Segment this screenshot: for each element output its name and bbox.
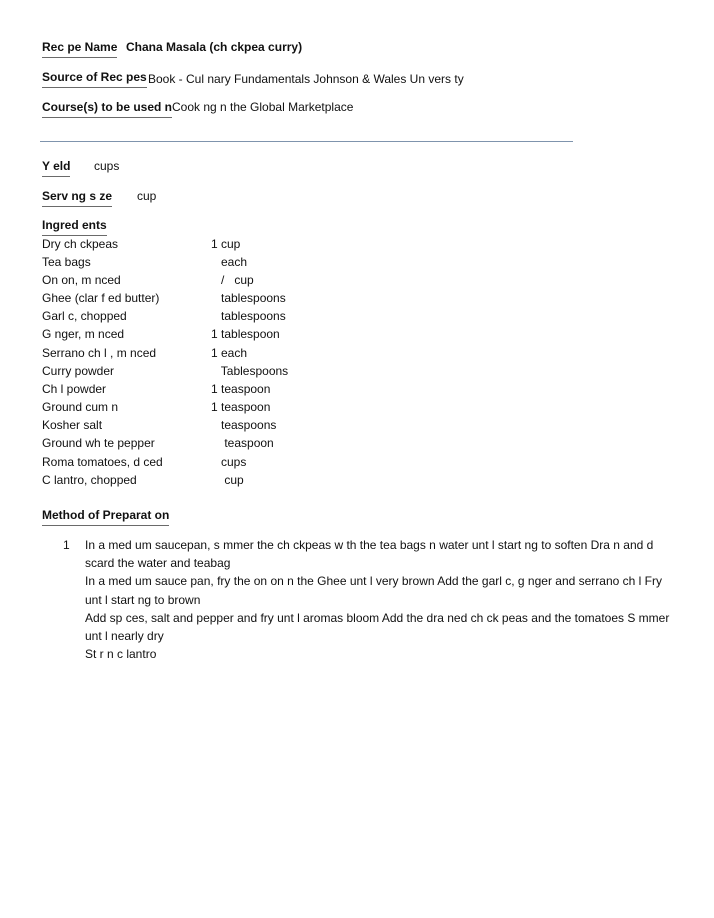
ingredient-quantity: 1 teaspoon <box>211 400 271 414</box>
ingredient-name: Tea bags <box>42 255 91 269</box>
ingredient-quantity: each <box>211 255 248 269</box>
ingredient-name: Garl c, chopped <box>42 309 127 323</box>
ingredient-quantity: / cup <box>211 273 254 287</box>
method-step: Add sp ces, salt and pepper and fry unt l aromas bloom Add the dra ned ch ck peas and the tomatoes S mmer unt l nearly dry <box>85 610 670 644</box>
ingredient-name: Ground wh te pepper <box>42 436 155 450</box>
ingredient-name: Kosher salt <box>42 418 103 432</box>
ingredient-quantity: Tablespoons <box>211 364 289 378</box>
ingredient-quantity: teaspoon <box>211 436 274 450</box>
yield-label: Y eld <box>42 159 70 177</box>
ingredient-quantity: 1 teaspoon <box>211 382 271 396</box>
ingredient-quantity: 1 each <box>211 346 248 360</box>
ingredient-quantity: tablespoons <box>211 309 286 323</box>
ingredient-name: Ch l powder <box>42 382 107 396</box>
course-label: Course(s) to be used n <box>42 100 172 118</box>
yield-value: cups <box>94 159 120 173</box>
ingredient-name: Ground cum n <box>42 400 119 414</box>
ingredients-label: Ingred ents <box>42 218 107 236</box>
serving-size-label: Serv ng s ze <box>42 189 112 207</box>
step-number: 1 <box>63 538 70 552</box>
header-divider <box>40 141 573 142</box>
ingredient-quantity: 1 cup <box>211 237 241 251</box>
source-label: Source of Rec pes <box>42 70 147 88</box>
ingredient-name: Roma tomatoes, d ced <box>42 455 163 469</box>
ingredient-quantity: cup <box>211 473 244 487</box>
ingredient-name: C lantro, chopped <box>42 473 137 487</box>
course-value: Cook ng n the Global Marketplace <box>172 100 354 114</box>
method-step: In a med um saucepan, s mmer the ch ckpeas w th the tea bags n water unt l start ng to soften Dra n and d scard the water and teabag <box>85 538 654 571</box>
ingredient-name: Ghee (clar f ed butter) <box>42 291 160 305</box>
source-value: Book - Cul nary Fundamentals Johnson & Wales Un vers ty <box>148 72 464 86</box>
serving-size-value: cup <box>137 189 157 203</box>
method-step: St r n c lantro <box>85 647 157 662</box>
method-step: In a med um sauce pan, fry the on on n the Ghee unt l very brown Add the garl c, g nger and serrano ch l Fry unt l start ng to brown <box>85 574 662 607</box>
ingredient-quantity: teaspoons <box>211 418 277 432</box>
recipe-name-value: Chana Masala (ch ckpea curry) <box>126 40 303 54</box>
ingredient-quantity: cups <box>211 455 247 469</box>
ingredient-name: On on, m nced <box>42 273 121 287</box>
method-steps <box>85 536 675 663</box>
ingredient-name: G nger, m nced <box>42 327 125 341</box>
ingredient-quantity: 1 tablespoon <box>211 327 280 341</box>
ingredient-quantity: tablespoons <box>211 291 286 305</box>
recipe-name-label: Rec pe Name <box>42 40 117 58</box>
ingredient-name: Curry powder <box>42 364 115 378</box>
ingredient-name: Dry ch ckpeas <box>42 237 119 251</box>
method-label: Method of Preparat on <box>42 508 169 526</box>
ingredient-name: Serrano ch l , m nced <box>42 346 157 360</box>
